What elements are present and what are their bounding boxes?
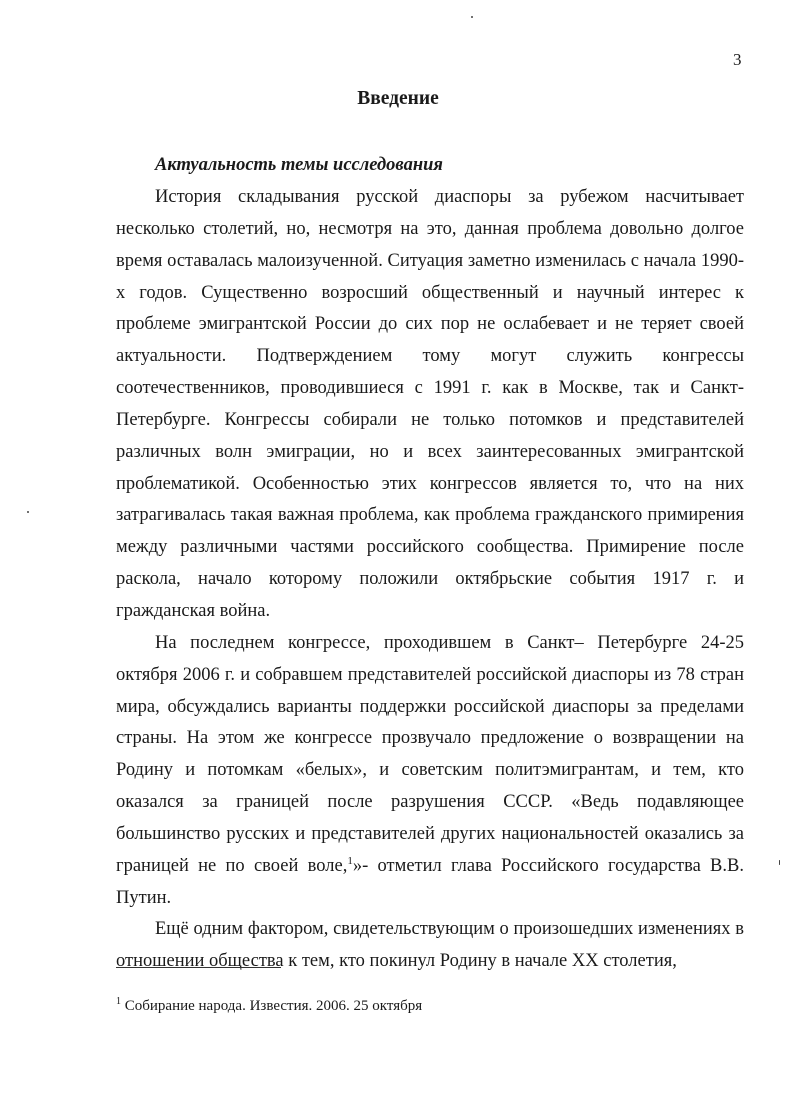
- scan-speck: [471, 16, 473, 18]
- footnote-number: 1: [116, 996, 121, 1007]
- page-title: Введение: [357, 88, 439, 109]
- footnote-divider: [116, 967, 281, 968]
- paragraph-2: [116, 628, 744, 915]
- section-heading: Актуальность темы исследования: [155, 155, 443, 175]
- body-text: [116, 182, 744, 978]
- scan-speck: [27, 511, 29, 513]
- page-number: 3: [733, 50, 742, 69]
- footnote-reference: 1: [347, 854, 353, 867]
- paragraph-2-text: На последнем конгрессе, проходившем в Санкт– Петербурге 24-25 октября 2006 г. и собравшем представителей российской диаспоры из 78 стран мира, обсуждались варианты поддержки российской диаспоры за пределами страны. На этом же конгрессе прозвучало предложение о возвращении на Родину и потомкам «белых», и советским политэмигрантам, и тем, кто оказался за границей после разрушения СССР. «Ведь подавляющее большинство русских и представителей других национальностей оказались за границей не по своей воле,: [116, 632, 744, 876]
- footnote: [116, 998, 422, 1015]
- paragraph-3: Ещё одним фактором, свидетельствующим о произошедших изменениях в отношении общества к тем, кто покинул Родину в начале XX столетия,: [116, 919, 744, 972]
- paragraph-1: История складывания русской диаспоры за рубежом насчитывает несколько столетий, но, несмотря на это, данная проблема довольно долгое время оставалась малоизученной. Ситуация заметно изменилась с начала 1990-х годов. Существенно возросший общественный и научный интерес к проблеме эмигрантской России до сих пор не ослабевает и не теряет своей актуальности. Подтверждением тому могут служить конгрессы соотечественников, проводившиеся с 1991 г. как в Москве, так и Санкт-Петербурге. Конгрессы собирали не только потомков и представителей различных волн эмиграции, но и всех заинтересованных эмигрантской проблематикой. Особенностью этих конгрессов является то, что на них затрагивалась такая важная проблема, как проблема гражданского примирения между различными частями российского сообщества. Примирение после раскола, начало которому положили октябрьские события 1917 г. и гражданская война.: [116, 187, 744, 621]
- scan-speck: [779, 860, 780, 865]
- paragraph-2-text-end: »- отметил глава Российского государства В.В. Путин.: [116, 855, 744, 908]
- footnote-text: Собирание народа. Известия. 2006. 25 октября: [124, 998, 423, 1014]
